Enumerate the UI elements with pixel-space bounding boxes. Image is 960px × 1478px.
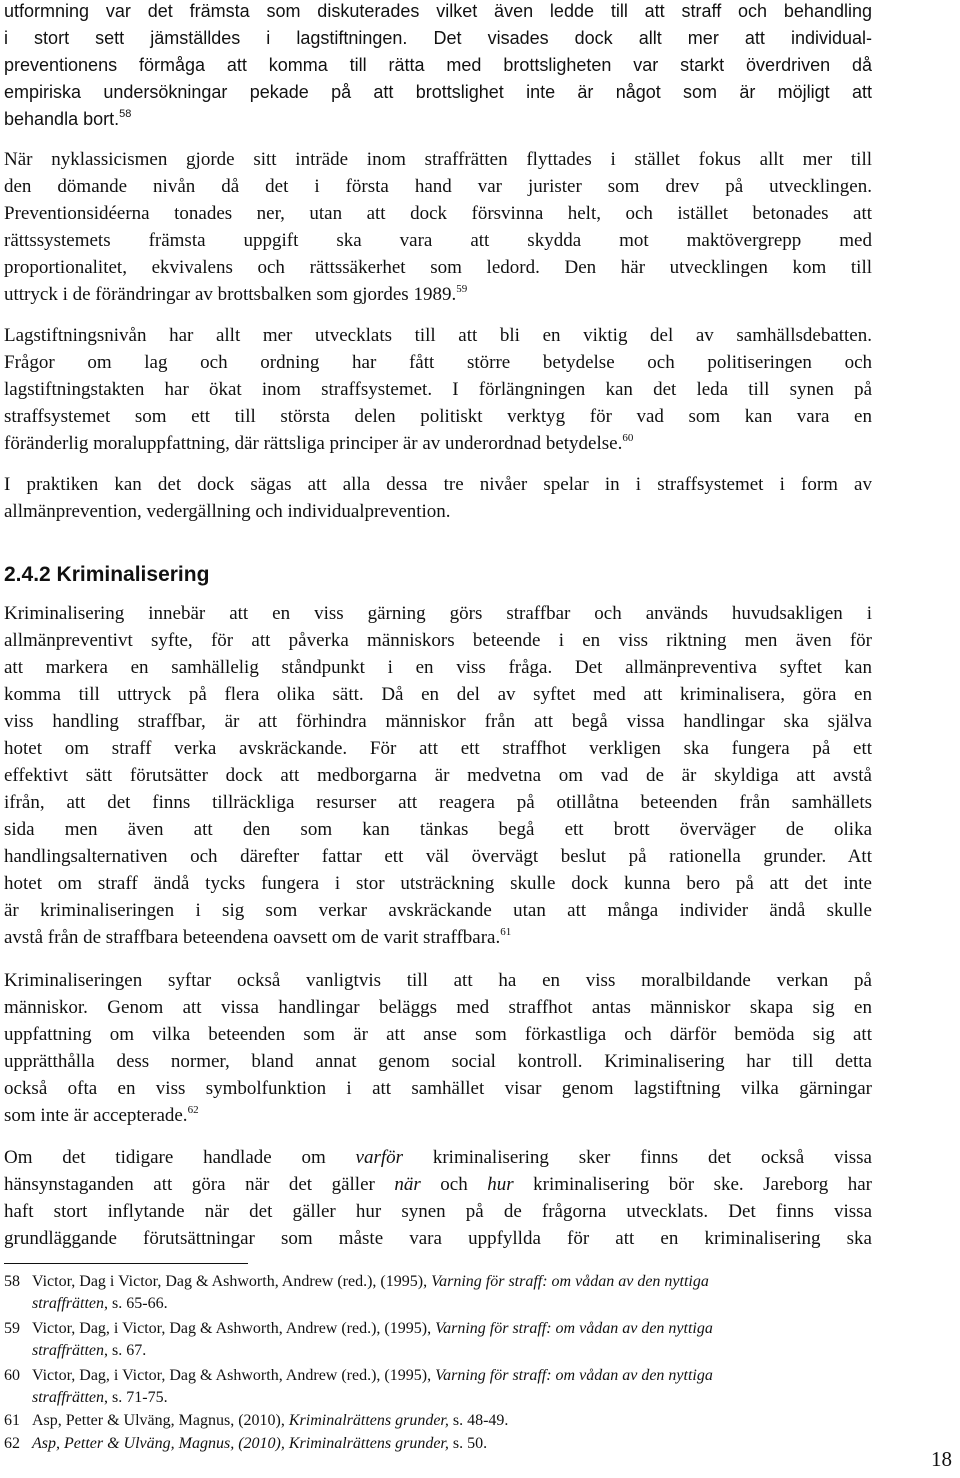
text-line: upprätthålla dess normer, bland annat genom social kontroll. Kriminalisering har till detta bbox=[4, 1051, 872, 1072]
footnote-separator bbox=[4, 1263, 248, 1264]
footnote-number: 58 bbox=[4, 1273, 20, 1290]
text-fragment: Asp, Petter & Ulväng, Magnus, (2010), bbox=[32, 1412, 289, 1429]
text-line: När nyklassicismen gjorde sitt inträde inom straffrätten flyttades i stället fokus allt mer till bbox=[4, 149, 872, 170]
text-line: Kriminaliseringen syftar också vanligtvis till att ha en viss moralbildande verkan på bbox=[4, 970, 872, 991]
text-line bbox=[4, 430, 872, 457]
text-line: I praktiken kan det dock sägas att alla dessa tre nivåer spelar in i straffsystemet i form av bbox=[4, 474, 872, 495]
text-fragment: kriminalisering sker finns det också vissa bbox=[403, 1147, 872, 1168]
text-line: grundläggande förutsättningar som måste vara uppfyllda för att en kriminalisering ska bbox=[4, 1228, 872, 1249]
footnote-text-continued bbox=[32, 1387, 168, 1409]
footnote-number: 62 bbox=[4, 1435, 20, 1452]
text-line: är kriminaliseringen i sig som verkar avskräckande utan att många individer ändå skulle bbox=[4, 900, 872, 921]
footnote-reference[interactable]: 59 bbox=[456, 283, 468, 295]
text-line: effektivt sätt förutsätter dock att medborgarna är medvetna om vad de är skyldiga att avstå bbox=[4, 765, 872, 786]
text-line: Kriminalisering innebär att en viss gärning görs straffbar och används huvudsakligen i bbox=[4, 603, 872, 624]
footnote-text-continued bbox=[32, 1340, 146, 1362]
citation-italic: Asp, Petter & Ulväng, Magnus, (2010), Kriminalrättens grunder, bbox=[32, 1435, 449, 1452]
emphasis: när bbox=[394, 1174, 421, 1195]
text-line: rättssystemets främsta uppgift ska vara att skydda mot maktövergrepp med bbox=[4, 230, 872, 251]
text-fragment: Victor, Dag, i Victor, Dag & Ashworth, Andrew (red.), (1995), bbox=[32, 1320, 436, 1337]
text-line: empiriska undersökningar pekade på att brottslighet inte är något som är möjligt att bbox=[4, 82, 872, 102]
text-fragment: hänsynstaganden att göra när det gäller bbox=[4, 1174, 395, 1195]
text-fragment: s. 50. bbox=[448, 1435, 488, 1452]
text-line: straffsystemet som ett till största delen politiskt verktyg för vad som kan vara en bbox=[4, 406, 872, 427]
footnote-text bbox=[32, 1271, 882, 1293]
text-fragment: föränderlig moraluppfattning, där rättsliga principer är av underordnad betydelse. bbox=[4, 433, 623, 454]
text-line: den dömande nivån då det i första hand var jurister som drev på utvecklingen. bbox=[4, 176, 872, 197]
text-line: ifrån, att det finns tillräckliga resurser att reagera på otillåtna beteenden från samhällets bbox=[4, 792, 872, 813]
section-heading: 2.4.2 Kriminalisering bbox=[4, 563, 210, 586]
footnote-text bbox=[32, 1410, 882, 1432]
text-line: proportionalitet, ekvivalens och rättssäkerhet som ledord. Den här utvecklingen kom till bbox=[4, 257, 872, 278]
text-line bbox=[4, 281, 872, 308]
text-fragment: avstå från de straffbara beteendena oavsett om de varit straffbara. bbox=[4, 927, 501, 948]
text-line: hotet om straff ändå tycks fungera i stor utsträckning skulle dock kunna bero på att det inte bbox=[4, 873, 872, 894]
footnote-text bbox=[32, 1433, 882, 1455]
text-line bbox=[4, 924, 872, 951]
text-line bbox=[4, 1102, 872, 1129]
footnote-text bbox=[32, 1365, 882, 1387]
footnote-text-continued bbox=[32, 1293, 168, 1315]
text-line: människor. Genom att vissa handlingar beläggs med straffhot antas människor skapa sig en bbox=[4, 997, 872, 1018]
text-fragment: kriminalisering bör ske. Jareborg har bbox=[513, 1174, 873, 1195]
text-line: utformning var det främsta som diskuterades vilket även ledde till att straff och behandling bbox=[4, 1, 872, 21]
text-line bbox=[4, 1171, 872, 1198]
text-line: handlingsalternativen och därefter fattar ett väl övervägt beslut på rationella grunder. Att bbox=[4, 846, 872, 867]
text-fragment: s. 48-49. bbox=[448, 1412, 509, 1429]
text-line bbox=[4, 1144, 872, 1171]
book-title: Kriminalrättens grunder, bbox=[288, 1412, 449, 1429]
emphasis: varför bbox=[355, 1147, 404, 1168]
footnote-text bbox=[32, 1318, 882, 1340]
text-fragment: och bbox=[420, 1174, 488, 1195]
footnote-number: 59 bbox=[4, 1320, 20, 1337]
text-line: komma till uttryck på flera olika sätt. Då en del av syftet med att kriminalisera, göra en bbox=[4, 684, 872, 705]
text-fragment: Om det tidigare handlade om bbox=[4, 1147, 356, 1168]
text-line: Lagstiftningsnivån har allt mer utvecklats till att bli en viktig del av samhällsdebatten. bbox=[4, 325, 872, 346]
text-fragment: , s. 71-75. bbox=[104, 1389, 168, 1406]
book-title: Varning för straff: om vådan av den nyttiga bbox=[435, 1320, 713, 1337]
text-fragment: , s. 65-66. bbox=[104, 1295, 168, 1312]
book-title: Varning för straff: om vådan av den nyttiga bbox=[431, 1273, 709, 1290]
text-line: hotet om straff verka avskräckande. För att ett straffhot verkligen ska fungera på ett bbox=[4, 738, 872, 759]
text-line: i stort sett jämställdes i lagstiftningen. Det visades dock allt mer att individual- bbox=[4, 28, 872, 48]
text-fragment: Victor, Dag i Victor, Dag & Ashworth, Andrew (red.), (1995), bbox=[32, 1273, 432, 1290]
footnote-number: 61 bbox=[4, 1412, 20, 1429]
text-line: Frågor om lag och ordning har fått större betydelse och politiseringen och bbox=[4, 352, 872, 373]
footnote-reference[interactable]: 58 bbox=[119, 108, 132, 120]
book-title: straffrätten bbox=[32, 1342, 105, 1359]
footnote-number: 60 bbox=[4, 1367, 20, 1384]
book-title: straffrätten bbox=[32, 1389, 105, 1406]
text-fragment: behandla bort. bbox=[4, 109, 120, 129]
text-line: sida men även att den som kan tänkas begå ett brott överväger de olika bbox=[4, 819, 872, 840]
book-title: Varning för straff: om vådan av den nyttiga bbox=[435, 1367, 713, 1384]
text-line: Preventionsidéerna tonades ner, utan att dock försvinna helt, och istället betonades att bbox=[4, 203, 872, 224]
text-line: preventionens förmåga att komma till rätta med brottsligheten var starkt överdriven då bbox=[4, 55, 872, 75]
text-line bbox=[4, 106, 872, 133]
footnote-reference[interactable]: 61 bbox=[500, 926, 512, 938]
text-line: allmänprevention, vedergällning och individualprevention. bbox=[4, 501, 451, 522]
footnote-reference[interactable]: 62 bbox=[187, 1104, 199, 1116]
text-line: också ofta en viss symbolfunktion i att samhället visar genom lagstiftning vilka gärningar bbox=[4, 1078, 872, 1099]
text-line: viss handling straffbar, är att förhindra människor från att begå vissa handlingar ska själva bbox=[4, 711, 872, 732]
text-line: att markera en samhällelig ståndpunkt i en viss fråga. Det allmänpreventiva syftet kan bbox=[4, 657, 872, 678]
text-fragment: uttryck i de förändringar av brottsbalken som gjordes 1989. bbox=[4, 284, 457, 305]
text-line: uppfattning om vilka beteenden som är att anse som förkastliga och därför bemöda sig att bbox=[4, 1024, 872, 1045]
text-line: lagstiftningstakten har ökat inom straffsystemet. I förlängningen kan det leda till synen på bbox=[4, 379, 872, 400]
emphasis: hur bbox=[487, 1174, 514, 1195]
text-fragment: som inte är accepterade. bbox=[4, 1105, 188, 1126]
page-number: 18 bbox=[931, 1447, 952, 1471]
text-fragment: Victor, Dag, i Victor, Dag & Ashworth, Andrew (red.), (1995), bbox=[32, 1367, 436, 1384]
text-fragment: , s. 67. bbox=[104, 1342, 147, 1359]
text-line: allmänpreventivt syfte, för att påverka människors beteende i en viss riktning men även för bbox=[4, 630, 872, 651]
text-line: haft stort inflytande när det gäller hur synen på de frågorna utvecklats. Det finns vissa bbox=[4, 1201, 872, 1222]
footnote-reference[interactable]: 60 bbox=[622, 432, 634, 444]
book-title: straffrätten bbox=[32, 1295, 105, 1312]
